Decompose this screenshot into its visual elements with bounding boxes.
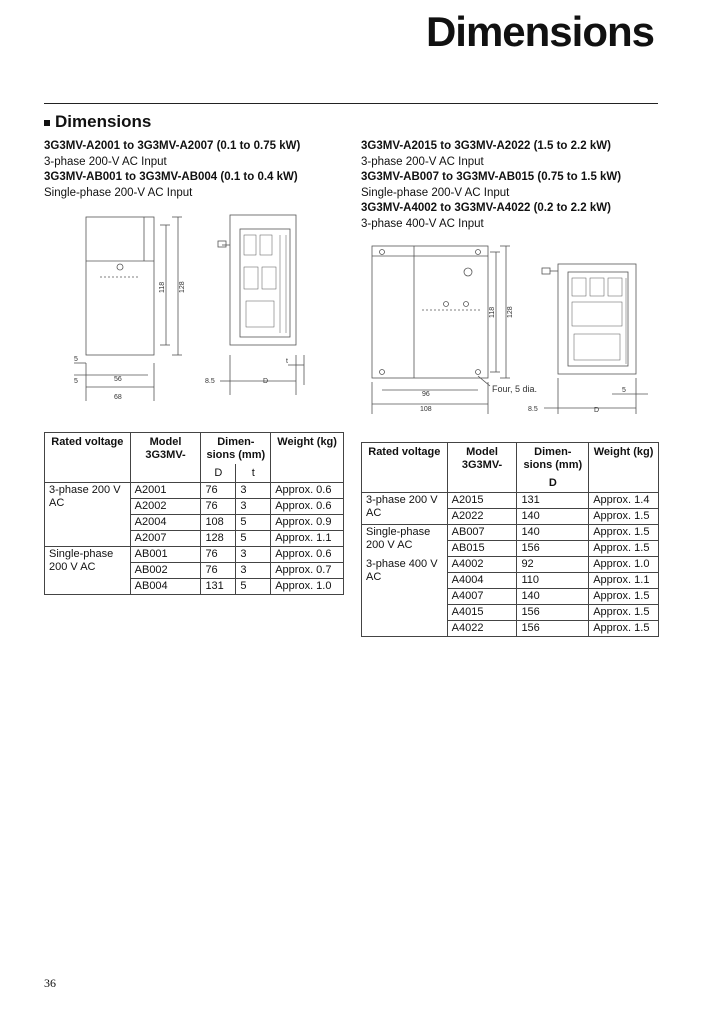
left-spec-table bbox=[44, 432, 344, 595]
square-bullet-icon bbox=[44, 120, 50, 126]
weight-cell: Approx. 1.1 bbox=[589, 573, 659, 589]
header-model bbox=[130, 433, 201, 483]
header-model bbox=[447, 443, 517, 493]
model-cell: A4004 bbox=[447, 573, 517, 589]
subheader-d: D bbox=[201, 464, 236, 483]
header-rule bbox=[44, 103, 658, 104]
heading-line: 3G3MV-AB007 to 3G3MV-AB015 (0.75 to 1.5 kW) bbox=[361, 171, 622, 183]
drawing-label: 5 bbox=[74, 356, 78, 363]
table-row bbox=[362, 525, 659, 541]
model-cell: AB015 bbox=[447, 541, 517, 557]
right-dimension-drawing bbox=[362, 238, 658, 418]
drawing-label: 128 bbox=[179, 281, 186, 293]
page-title: Dimensions bbox=[425, 8, 654, 55]
model-cell: AB007 bbox=[447, 525, 517, 541]
model-cell: A2004 bbox=[130, 515, 201, 531]
model-cell: AB002 bbox=[130, 563, 201, 579]
weight-cell: Approx. 0.6 bbox=[271, 499, 344, 515]
dimension-d-cell: 156 bbox=[517, 621, 589, 637]
table-row bbox=[362, 557, 659, 573]
dimension-d-cell: 76 bbox=[201, 483, 236, 499]
model-cell: A2015 bbox=[447, 493, 517, 509]
weight-cell: Approx. 0.9 bbox=[271, 515, 344, 531]
dimension-t-cell: 5 bbox=[236, 531, 271, 547]
heading-line: 3-phase 200-V AC Input bbox=[44, 155, 167, 168]
weight-cell: Approx. 1.5 bbox=[589, 541, 659, 557]
drawing-label: D bbox=[594, 407, 600, 414]
subheader-t: t bbox=[236, 464, 271, 483]
model-cell: AB001 bbox=[130, 547, 201, 563]
drawing-label: 5 bbox=[622, 387, 626, 394]
header-weight: Weight (kg) bbox=[271, 433, 344, 483]
rated-voltage-cell: 3-phase 200 V AC bbox=[45, 483, 131, 547]
left-dimension-drawing bbox=[60, 205, 335, 410]
model-cell: AB004 bbox=[130, 579, 201, 595]
header-weight: Weight (kg) bbox=[589, 443, 659, 493]
heading-line: 3-phase 400-V AC Input bbox=[361, 217, 484, 230]
header-dim-line: sions (mm) bbox=[523, 459, 583, 471]
drawing-label: 56 bbox=[114, 376, 122, 383]
dimension-d-cell: 76 bbox=[201, 563, 236, 579]
header-dim-line: Dimen- bbox=[534, 446, 572, 458]
model-cell: A4022 bbox=[447, 621, 517, 637]
header-dimensions bbox=[517, 443, 589, 475]
section-heading bbox=[44, 112, 151, 132]
weight-cell: Approx. 1.0 bbox=[271, 579, 344, 595]
dimension-t-cell: 5 bbox=[236, 515, 271, 531]
model-cell: A4007 bbox=[447, 589, 517, 605]
dimension-d-cell: 76 bbox=[201, 547, 236, 563]
header-model-line: Model bbox=[149, 436, 182, 448]
heading-line: 3G3MV-A2015 to 3G3MV-A2022 (1.5 to 2.2 kW) bbox=[361, 140, 611, 152]
header-dim-line: Dimen- bbox=[217, 436, 255, 448]
dimension-d-cell: 92 bbox=[517, 557, 589, 573]
subheader-d: D bbox=[517, 474, 589, 493]
drawing-label: 118 bbox=[489, 306, 496, 318]
model-cell: A2007 bbox=[130, 531, 201, 547]
heading-line: 3G3MV-AB001 to 3G3MV-AB004 (0.1 to 0.4 kW) bbox=[44, 171, 298, 183]
weight-cell: Approx. 0.6 bbox=[271, 547, 344, 563]
dimension-d-cell: 110 bbox=[517, 573, 589, 589]
weight-cell: Approx. 0.7 bbox=[271, 563, 344, 579]
drawing-label: 8.5 bbox=[528, 406, 538, 413]
dimension-d-cell: 140 bbox=[517, 509, 589, 525]
drawing-label: 5 bbox=[74, 378, 78, 385]
weight-cell: Approx. 1.5 bbox=[589, 525, 659, 541]
header-dimensions bbox=[201, 433, 271, 465]
table-header-row bbox=[45, 433, 344, 465]
weight-cell: Approx. 1.5 bbox=[589, 621, 659, 637]
dimension-d-cell: 131 bbox=[517, 493, 589, 509]
weight-cell: Approx. 1.5 bbox=[589, 509, 659, 525]
heading-line: 3-phase 200-V AC Input bbox=[361, 155, 484, 168]
dimension-d-cell: 131 bbox=[201, 579, 236, 595]
model-cell: A4002 bbox=[447, 557, 517, 573]
weight-cell: Approx. 1.5 bbox=[589, 589, 659, 605]
left-model-headings bbox=[44, 139, 300, 201]
header-model-line: 3G3MV- bbox=[145, 449, 186, 461]
table-header-row bbox=[362, 443, 659, 475]
header-rated-voltage: Rated voltage bbox=[362, 443, 448, 493]
section-title: Dimensions bbox=[55, 112, 152, 131]
header-dim-line: sions (mm) bbox=[206, 449, 266, 461]
table-row bbox=[45, 547, 344, 563]
heading-line: 3G3MV-A4002 to 3G3MV-A4022 (0.2 to 2.2 kW) bbox=[361, 202, 611, 214]
dimension-d-cell: 76 bbox=[201, 499, 236, 515]
page-number: 36 bbox=[44, 976, 56, 990]
rated-voltage-cell: Single-phase 200 V AC bbox=[362, 525, 448, 557]
dimension-d-cell: 140 bbox=[517, 525, 589, 541]
dimension-t-cell: 3 bbox=[236, 483, 271, 499]
model-cell: A4015 bbox=[447, 605, 517, 621]
dimension-t-cell: 5 bbox=[236, 579, 271, 595]
model-cell: A2001 bbox=[130, 483, 201, 499]
header-model-line: Model bbox=[466, 446, 498, 458]
dimension-t-cell: 3 bbox=[236, 563, 271, 579]
drawing-label: 68 bbox=[114, 394, 122, 401]
drawing-label: 128 bbox=[507, 306, 514, 318]
drawing-label: Four, 5 dia. bbox=[492, 384, 538, 394]
dimension-t-cell: 3 bbox=[236, 547, 271, 563]
dimension-d-cell: 156 bbox=[517, 541, 589, 557]
header-model-line: 3G3MV- bbox=[461, 459, 503, 471]
heading-line: Single-phase 200-V AC Input bbox=[44, 186, 193, 199]
heading-line: Single-phase 200-V AC Input bbox=[361, 186, 510, 199]
weight-cell: Approx. 1.5 bbox=[589, 605, 659, 621]
table-row bbox=[362, 493, 659, 509]
model-cell: A2002 bbox=[130, 499, 201, 515]
model-cell: A2022 bbox=[447, 509, 517, 525]
dimension-t-cell: 3 bbox=[236, 499, 271, 515]
dimension-d-cell: 108 bbox=[201, 515, 236, 531]
heading-line: 3G3MV-A2001 to 3G3MV-A2007 (0.1 to 0.75 kW) bbox=[44, 140, 301, 152]
table-row bbox=[45, 483, 344, 499]
rated-voltage-cell: 3-phase 400 V AC bbox=[362, 557, 448, 637]
drawing-label: t bbox=[286, 358, 288, 365]
rated-voltage-cell: Single-phase 200 V AC bbox=[45, 547, 131, 595]
weight-cell: Approx. 1.1 bbox=[271, 531, 344, 547]
weight-cell: Approx. 1.4 bbox=[589, 493, 659, 509]
dimension-d-cell: 140 bbox=[517, 589, 589, 605]
drawing-label: 108 bbox=[420, 406, 432, 413]
rated-voltage-cell: 3-phase 200 V AC bbox=[362, 493, 448, 525]
right-model-headings bbox=[361, 139, 621, 232]
drawing-label: 96 bbox=[422, 391, 430, 398]
weight-cell: Approx. 0.6 bbox=[271, 483, 344, 499]
right-spec-table bbox=[361, 442, 659, 637]
drawing-label: 8.5 bbox=[205, 378, 215, 385]
drawing-label: 118 bbox=[159, 281, 166, 293]
weight-cell: Approx. 1.0 bbox=[589, 557, 659, 573]
dimension-d-cell: 128 bbox=[201, 531, 236, 547]
drawing-label: D bbox=[263, 378, 269, 385]
dimension-d-cell: 156 bbox=[517, 605, 589, 621]
header-rated-voltage: Rated voltage bbox=[45, 433, 131, 483]
